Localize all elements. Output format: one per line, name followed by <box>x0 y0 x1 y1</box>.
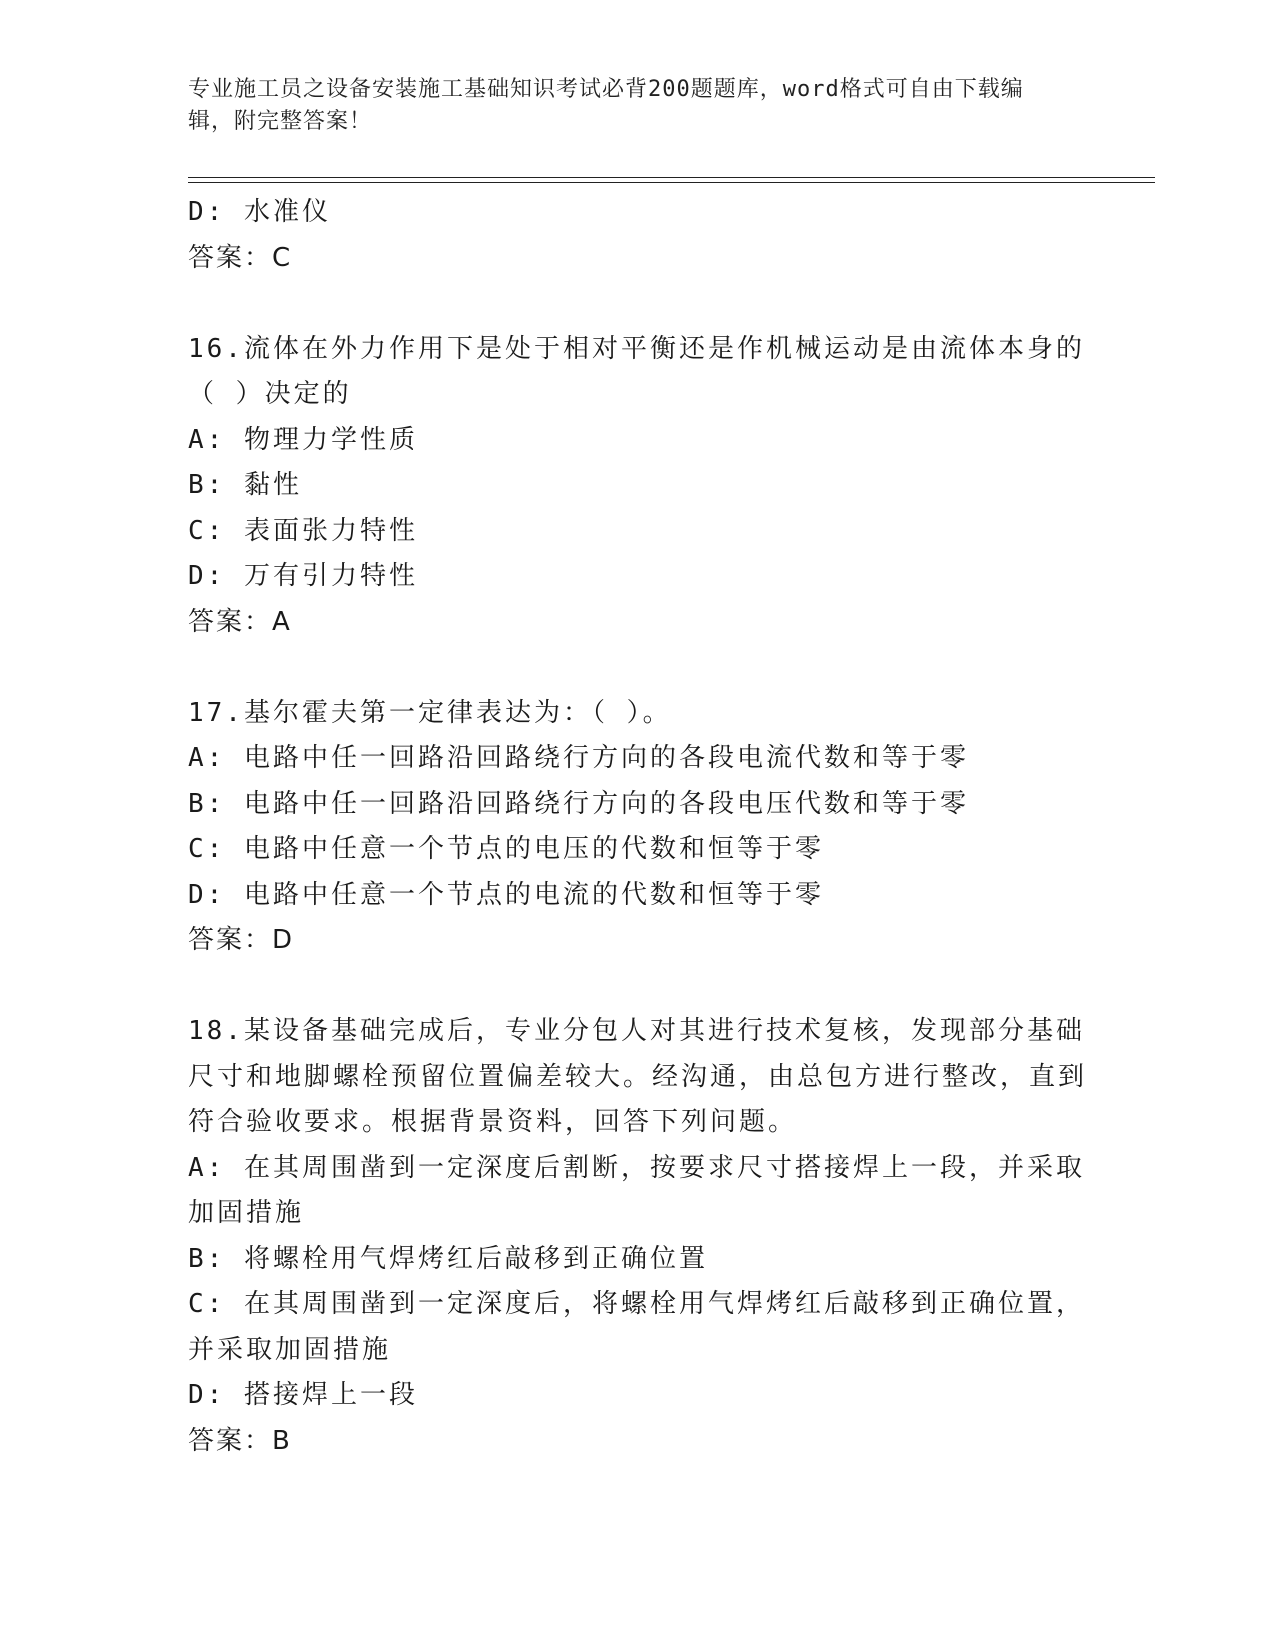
q17-stem: 17.基尔霍夫第一定律表达为：（ ）。 <box>188 697 672 728</box>
q18-option-a: A: 在其周围凿到一定深度后割断，按要求尺寸搭接焊上一段，并采取加固措施 <box>188 1152 1085 1228</box>
header-rule-top <box>188 177 1155 178</box>
q15-answer: 答案：C <box>188 242 293 273</box>
q17-option-b: B: 电路中任一回路沿回路绕行方向的各段电压代数和等于零 <box>188 788 969 819</box>
q17-answer: 答案：D <box>188 925 295 955</box>
q16-option-b: B: 黏性 <box>188 470 302 500</box>
spacer <box>188 281 1088 327</box>
q15-option-d: D: 水准仪 <box>188 197 331 227</box>
spacer <box>188 964 1088 1010</box>
q16-option-a: A: 物理力学性质 <box>188 424 418 455</box>
q17-option-d: D: 电路中任意一个节点的电流的代数和恒等于零 <box>188 879 824 910</box>
q16-option-c: C: 表面张力特性 <box>188 515 418 546</box>
q18-option-b: B: 将螺栓用气焊烤红后敲移到正确位置 <box>188 1243 708 1274</box>
document-header: 专业施工员之设备安装施工基础知识考试必背200题题库，word格式可自由下载编辑，附完整答案！ <box>188 77 1024 134</box>
q18-answer: 答案：B <box>188 1425 292 1456</box>
q17-option-a: A: 电路中任一回路沿回路绕行方向的各段电流代数和等于零 <box>188 743 969 773</box>
q16-option-d: D: 万有引力特性 <box>188 561 418 591</box>
question-content <box>188 190 1088 1464</box>
header-rule-bottom <box>188 182 1155 183</box>
q17-option-c: C: 电路中任意一个节点的电压的代数和恒等于零 <box>188 834 824 864</box>
q16-answer: 答案：A <box>188 606 292 637</box>
spacer <box>188 645 1088 691</box>
q16-stem: 16.流体在外力作用下是处于相对平衡还是作机械运动是由流体本身的（ ）决定的 <box>188 333 1085 409</box>
q18-stem: 18.某设备基础完成后，专业分包人对其进行技术复核，发现部分基础尺寸和地脚螺栓预留位置偏差较大。经沟通，由总包方进行整改，直到符合验收要求。根据背景资料，回答下列问题。 <box>188 1016 1088 1137</box>
q18-option-c: C: 在其周围凿到一定深度后，将螺栓用气焊烤红后敲移到正确位置，并采取加固措施 <box>188 1289 1085 1365</box>
q18-option-d: D: 搭接焊上一段 <box>188 1380 418 1410</box>
